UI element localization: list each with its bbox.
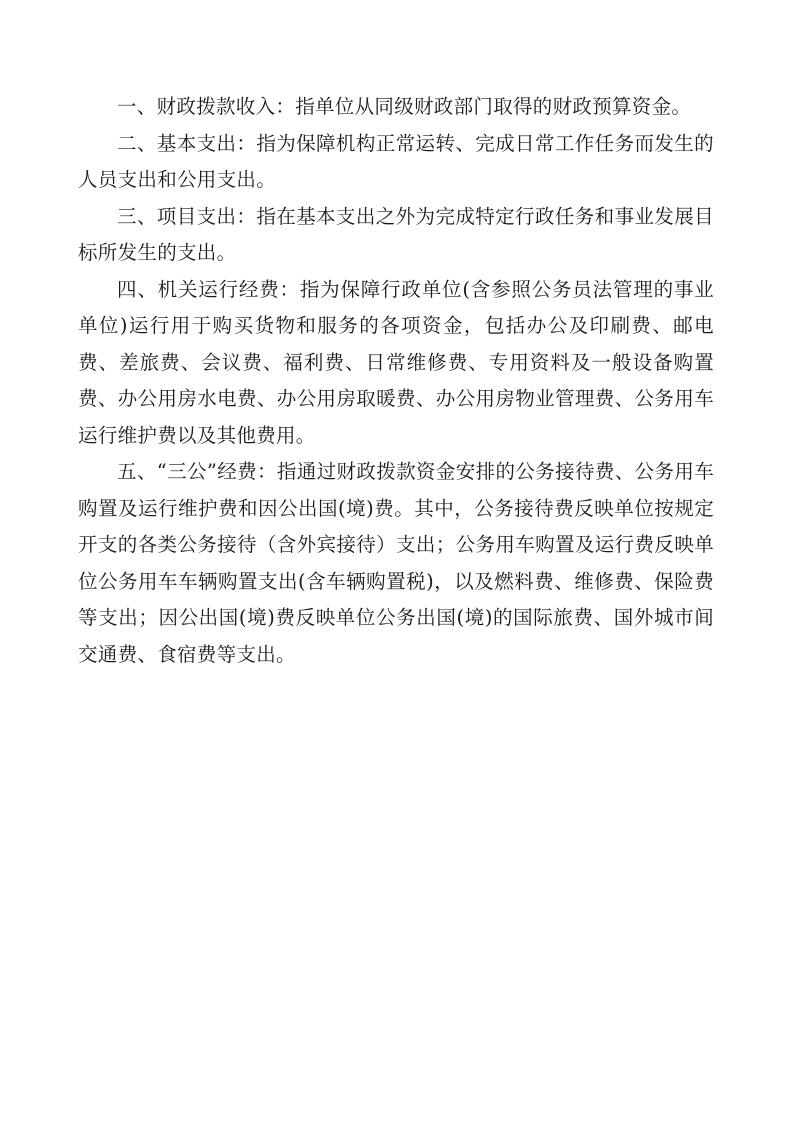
paragraph-project-expenditure: 三、项目支出：指在基本支出之外为完成特定行政任务和事业发展目标所发生的支出。 — [78, 204, 714, 264]
paragraph-basic-expenditure: 二、基本支出：指为保障机构正常运转、完成日常工作任务而发生的人员支出和公用支出。 — [78, 131, 714, 191]
paragraph-agency-operating-expenses: 四、机关运行经费：指为保障行政单位(含参照公务员法管理的事业单位)运行用于购买货物和服务的各项资金，包括办公及印刷费、邮电费、差旅费、会议费、福利费、日常维修费、专用资料及一般设备购置费、办公用房水电费、办公用房取暖费、办公用房物业管理费、公务用车运行维护费以及其他费用。 — [78, 277, 714, 447]
paragraph-three-public-expenses: 五、“三公”经费：指通过财政拨款资金安排的公务接待费、公务用车购置及运行维护费和因公出国(境)费。其中，公务接待费反映单位按规定开支的各类公务接待（含外宾接待）支出；公务用车购置及运行费反映单位公务用车车辆购置支出(含车辆购置税)，以及燃料费、维修费、保险费等支出；因公出国(境)费反映单位公务出国(境)的国际旅费、国外城市间交通费、食宿费等支出。 — [78, 460, 714, 666]
paragraph-fiscal-appropriation-income: 一、财政拨款收入：指单位从同级财政部门取得的财政预算资金。 — [117, 95, 692, 118]
document-body — [78, 89, 714, 673]
